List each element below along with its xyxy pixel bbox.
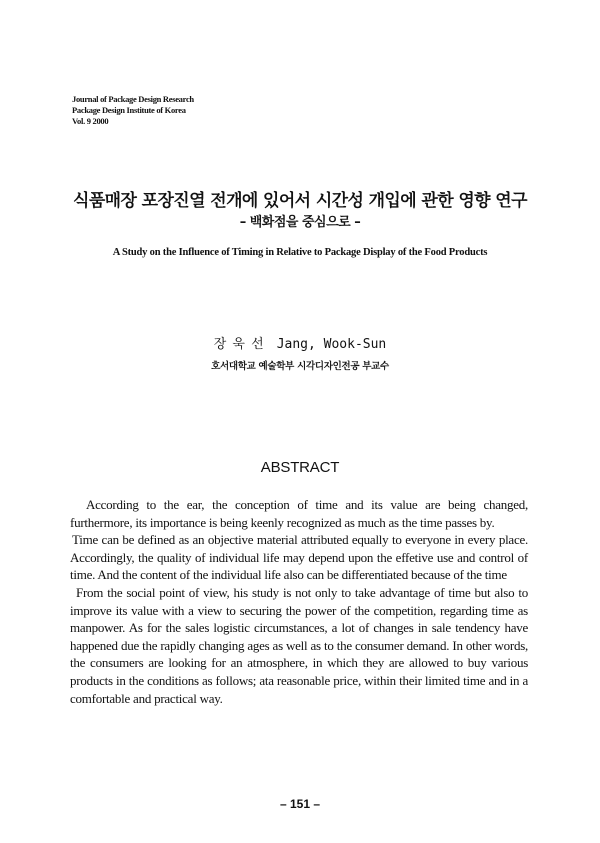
page-number: – 151 – [279,797,321,811]
korean-subtitle: – 백화점을 중심으로 – [239,215,361,230]
author-line [0,333,600,353]
volume-year: Vol. 9 2000 [72,116,109,126]
institute-name: Package Design Institute of Korea [72,105,186,115]
abstract-heading: ABSTRACT [260,459,340,476]
journal-info [72,94,194,127]
abstract-paragraph-3: From the social point of view, his study is not only to take advantage of time but also to improve its value with a view to securing the power of the competition, regarding time as manpower. As for the sales logistic circumstances, a lot of changes in sale tendency have happened due the rapidly changing ages as well as to the consumer demand. In other words, the consumers are looking for an atmosphere, in which they are allowed to buy various products in the conditions as follows; ata reasonable price, within their limited time and in a comfortable and practical way. [70,584,528,706]
abstract-body [70,496,528,707]
korean-title: 식품매장 포장진열 전개에 있어서 시간성 개입에 관한 영향 연구 [73,191,527,211]
author-name-korean: 장 욱 선 [213,337,265,352]
author-affiliation: 호서대학교 예술학부 시각디자인전공 부교수 [211,361,389,372]
abstract-paragraph-1: According to the ear, the conception of time and its value are being changed, furthermore, its importance is being keenly recognized as much as the time passes by. [70,497,528,530]
english-title: A Study on the Influence of Timing in Relative to Package Display of the Food Products [112,247,488,258]
journal-name: Journal of Package Design Research [72,94,194,104]
abstract-paragraph-2: Time can be defined as an objective material attributed equally to everyone in every place. Accordingly, the quality of individual life may depend upon the effetive use and control of time. And the content of the individual life also can be differentiated because of the time [70,532,528,583]
author-name-english: Jang, Wook-Sun [276,337,387,352]
